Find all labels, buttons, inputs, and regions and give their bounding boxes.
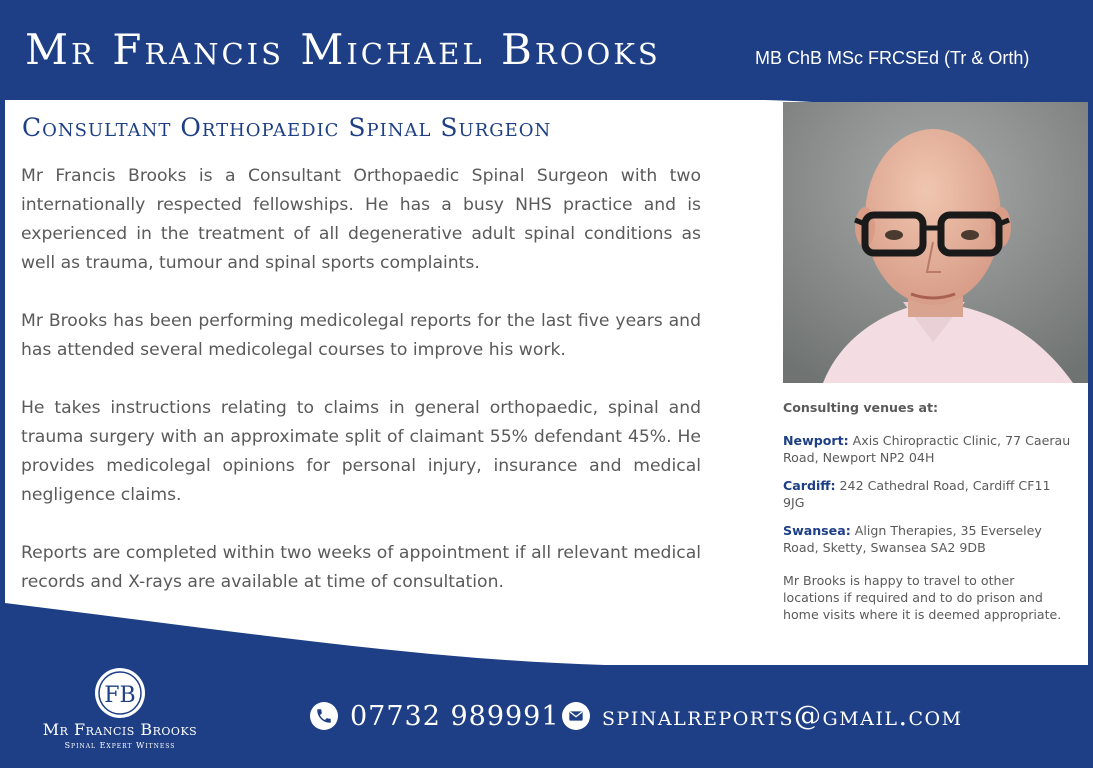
bio-paragraph: He takes instructions relating to claims in general orthopaedic, spinal and trauma surgery with an approximate split of claimant 55% defendant 45%. He provides medicolegal opinions for personal injury, insurance and medical negligence claims.: [21, 398, 701, 505]
bio-paragraph: Mr Francis Brooks is a Consultant Orthopaedic Spinal Surgeon with two internationally respected fellowships. He has a busy NHS practice and is experienced in the treatment of all degenerative adult spinal conditions as well as trauma, tumour and spinal sports complaints.: [21, 166, 701, 273]
job-title: Consultant Orthopaedic Spinal Surgeon: [22, 113, 552, 142]
phone-number[interactable]: 07732 989991: [350, 700, 560, 732]
portrait-photo: [783, 102, 1088, 383]
bio-paragraph: Reports are completed within two weeks of appointment if all relevant medical records and X-rays are available at time of consultation.: [21, 543, 701, 592]
brand-logo: [20, 666, 220, 756]
venue-address: Axis Chiropractic Clinic, 77 Caerau Road, Newport NP2 04H: [783, 433, 1071, 465]
venues-heading: Consulting venues at:: [783, 400, 938, 415]
qualifications: MB ChB MSc FRCSEd (Tr & Orth): [755, 48, 1030, 68]
page-content: [5, 5, 1088, 763]
venue-swansea: [783, 522, 1073, 556]
biography: [21, 162, 701, 626]
travel-note: Mr Brooks is happy to travel to other locations if required and to do prison and home visits where it is deemed appropriate.: [783, 573, 1062, 622]
logo-tagline: Spinal Expert Witness: [64, 741, 176, 750]
venue-address: Align Therapies, 35 Everseley Road, Sketty, Swansea SA2 9DB: [783, 523, 1042, 555]
venue-cardiff: [783, 477, 1073, 511]
email-address[interactable]: spinalreports@gmail.com: [602, 700, 963, 732]
consulting-venues: [783, 399, 1073, 623]
venue-city: Newport:: [783, 433, 849, 448]
bio-paragraph: Mr Brooks has been performing medicolegal reports for the last five years and has attended several medicolegal courses to improve his work.: [21, 311, 701, 360]
phone-icon: [310, 702, 338, 730]
surgeon-name: Mr Francis Michael Brooks: [25, 25, 661, 74]
monogram-text: FB: [104, 683, 136, 708]
venue-newport: [783, 432, 1073, 466]
logo-name: Mr Francis Brooks: [42, 720, 198, 739]
email-contact[interactable]: [562, 698, 963, 734]
venue-city: Swansea:: [783, 523, 851, 538]
venue-address: 242 Cathedral Road, Cardiff CF11 9JG: [783, 478, 1051, 510]
monogram-icon: [20, 666, 220, 722]
venue-city: Cardiff:: [783, 478, 836, 493]
envelope-icon: [562, 702, 590, 730]
phone-contact[interactable]: [310, 698, 560, 734]
